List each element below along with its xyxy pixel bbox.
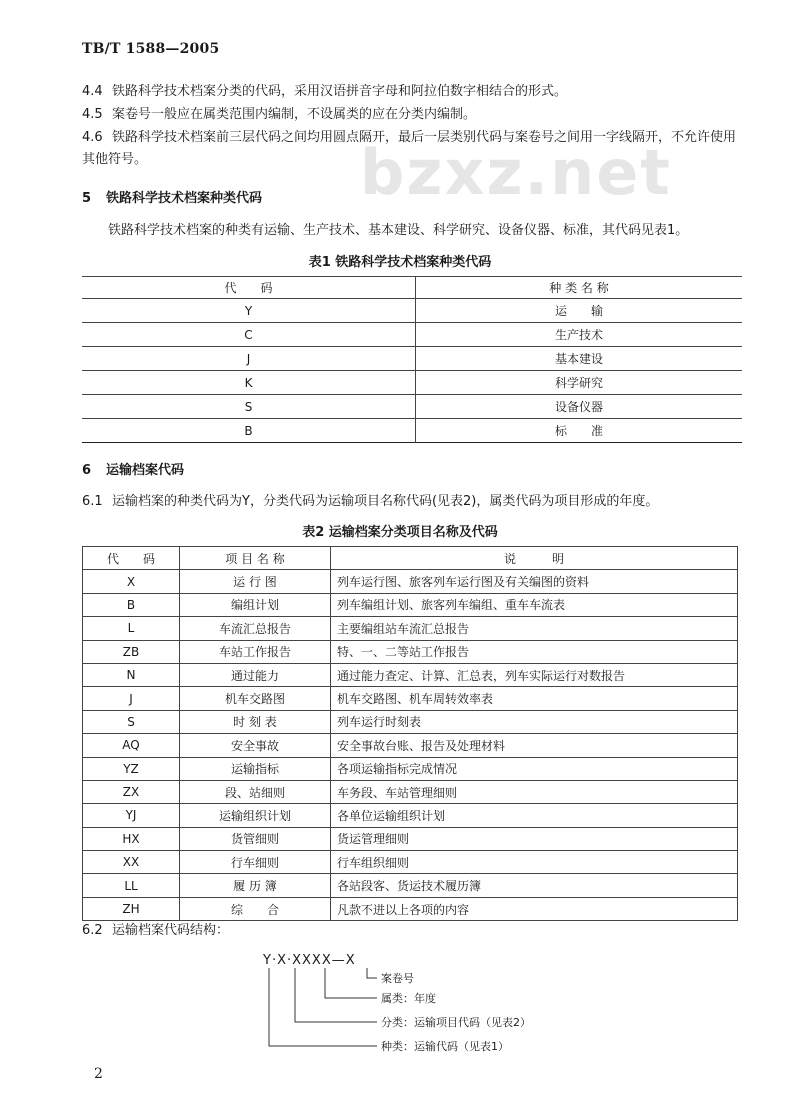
diagram-label-year: 属类：年度 <box>381 992 436 1005</box>
code-cell: X <box>83 570 180 593</box>
clause-number: 4.6 <box>82 130 103 145</box>
code-cell: HX <box>83 827 180 850</box>
item-name-cell: 通过能力 <box>180 663 331 686</box>
section-5-heading <box>82 187 262 206</box>
item-name-cell: 车流汇总报告 <box>180 617 331 640</box>
table-row <box>83 757 738 780</box>
watermark: bzxz.net <box>360 136 672 209</box>
column-header: 说 明 <box>331 547 738 570</box>
section-title: 运输档案代码 <box>106 463 185 478</box>
table-row <box>83 663 738 686</box>
item-name-cell: 履 历 簿 <box>180 874 331 897</box>
table-row <box>83 710 738 733</box>
clause-6-2 <box>82 920 742 942</box>
name-cell: 基本建设 <box>416 347 743 371</box>
section-number: 6 <box>82 463 92 478</box>
diagram-label-category: 分类：运输项目代码（见表2） <box>381 1016 531 1029</box>
column-header: 代 码 <box>83 547 180 570</box>
clause-text: 案卷号一般应在属类范围内编制，不设属类的应在分类内编制。 <box>112 107 477 122</box>
table-header-row <box>83 547 738 570</box>
column-header: 种 类 名 称 <box>416 277 743 299</box>
item-name-cell: 机车交路图 <box>180 687 331 710</box>
column-header: 代 码 <box>82 277 416 299</box>
name-cell: 设备仪器 <box>416 395 743 419</box>
code-cell: J <box>82 347 416 371</box>
description-cell: 车务段、车站管理细则 <box>331 780 738 803</box>
description-cell: 各项运输指标完成情况 <box>331 757 738 780</box>
description-cell: 列车运行时刻表 <box>331 710 738 733</box>
code-cell: ZB <box>83 640 180 663</box>
item-name-cell: 段、站细则 <box>180 780 331 803</box>
table-row <box>82 395 742 419</box>
diagram-label-type: 种类：运输代码（见表1） <box>381 1040 509 1053</box>
clause-4-6 <box>82 127 742 171</box>
clause-number: 6.1 <box>82 494 103 509</box>
name-cell: 运 输 <box>416 299 743 323</box>
table-row <box>83 804 738 827</box>
table-row <box>83 617 738 640</box>
clause-text: 铁路科学技术档案前三层代码之间均用圆点隔开，最后一层类别代码与案卷号之间用一字线隔开，不允许使用其他符号。 <box>82 130 737 167</box>
description-cell: 凡款不进以上各项的内容 <box>331 897 738 920</box>
code-cell: YJ <box>83 804 180 827</box>
table-row <box>83 734 738 757</box>
table-row <box>83 851 738 874</box>
table-row <box>82 299 742 323</box>
description-cell: 通过能力查定、计算、汇总表，列车实际运行对数报告 <box>331 663 738 686</box>
code-cell: N <box>83 663 180 686</box>
code-cell: S <box>83 710 180 733</box>
table-header-row <box>82 277 742 299</box>
code-cell: YZ <box>83 757 180 780</box>
code-cell: XX <box>83 851 180 874</box>
clause-6-1 <box>82 491 752 513</box>
table-row <box>83 827 738 850</box>
section-5-paragraph: 铁路科学技术档案的种类有运输、生产技术、基本建设、科学研究、设备仪器、标准，其代码见表1。 <box>108 223 689 238</box>
clause-4-4 <box>82 81 742 103</box>
description-cell: 机车交路图、机车周转效率表 <box>331 687 738 710</box>
table1-caption: 表1 铁路科学技术档案种类代码 <box>308 255 492 270</box>
clause-number: 4.5 <box>82 107 103 122</box>
table2-caption: 表2 运输档案分类项目名称及代码 <box>302 525 498 540</box>
code-cell: LL <box>83 874 180 897</box>
clause-4-5 <box>82 104 742 126</box>
table-row <box>83 780 738 803</box>
name-cell: 生产技术 <box>416 323 743 347</box>
clause-text: 运输档案的种类代码为Y，分类代码为运输项目名称代码(见表2)，属类代码为项目形成的年度。 <box>112 494 659 509</box>
standard-number-header: TB/T 1588—2005 <box>82 41 220 57</box>
description-cell: 列车运行图、旅客列车运行图及有关编图的资料 <box>331 570 738 593</box>
table-row <box>82 371 742 395</box>
table-row <box>83 593 738 616</box>
description-cell: 安全事故台账、报告及处理材料 <box>331 734 738 757</box>
code-pattern: Y·X·XXXX—X <box>263 953 356 968</box>
section-number: 5 <box>82 191 92 206</box>
table-row <box>82 419 742 443</box>
code-cell: K <box>82 371 416 395</box>
item-name-cell: 运输指标 <box>180 757 331 780</box>
item-name-cell: 时 刻 表 <box>180 710 331 733</box>
description-cell: 各站段客、货运技术履历簿 <box>331 874 738 897</box>
table-row <box>83 640 738 663</box>
column-header: 项 目 名 称 <box>180 547 331 570</box>
code-cell: ZX <box>83 780 180 803</box>
bracket-lines <box>269 968 377 1046</box>
code-cell: J <box>83 687 180 710</box>
item-name-cell: 安全事故 <box>180 734 331 757</box>
code-structure-diagram <box>255 948 585 1058</box>
section-title: 铁路科学技术档案种类代码 <box>106 191 263 206</box>
description-cell: 各单位运输组织计划 <box>331 804 738 827</box>
code-cell: Y <box>82 299 416 323</box>
description-cell: 主要编组站车流汇总报告 <box>331 617 738 640</box>
table1 <box>82 276 742 443</box>
page-number: 2 <box>94 1066 103 1082</box>
code-cell: S <box>82 395 416 419</box>
diagram-label-case-number: 案卷号 <box>381 972 414 985</box>
clause-text: 铁路科学技术档案分类的代码，采用汉语拼音字母和阿拉伯数字相结合的形式。 <box>112 84 568 99</box>
table2 <box>82 546 738 921</box>
item-name-cell: 货管细则 <box>180 827 331 850</box>
table-row <box>83 897 738 920</box>
clause-text: 运输档案代码结构： <box>112 923 230 938</box>
description-cell: 特、一、二等站工作报告 <box>331 640 738 663</box>
name-cell: 标 准 <box>416 419 743 443</box>
item-name-cell: 编组计划 <box>180 593 331 616</box>
item-name-cell: 行车细则 <box>180 851 331 874</box>
description-cell: 列车编组计划、旅客列车编组、重车车流表 <box>331 593 738 616</box>
item-name-cell: 车站工作报告 <box>180 640 331 663</box>
table-row <box>82 347 742 371</box>
code-cell: B <box>83 593 180 616</box>
table-row <box>82 323 742 347</box>
table-row <box>83 687 738 710</box>
section-6-heading <box>82 459 184 478</box>
clause-number: 6.2 <box>82 923 103 938</box>
table-row <box>83 570 738 593</box>
table-row <box>83 874 738 897</box>
code-cell: L <box>83 617 180 640</box>
code-cell: B <box>82 419 416 443</box>
item-name-cell: 运 行 图 <box>180 570 331 593</box>
item-name-cell: 综 合 <box>180 897 331 920</box>
name-cell: 科学研究 <box>416 371 743 395</box>
item-name-cell: 运输组织计划 <box>180 804 331 827</box>
code-cell: C <box>82 323 416 347</box>
code-cell: AQ <box>83 734 180 757</box>
description-cell: 行车组织细则 <box>331 851 738 874</box>
code-cell: ZH <box>83 897 180 920</box>
description-cell: 货运管理细则 <box>331 827 738 850</box>
clause-number: 4.4 <box>82 84 103 99</box>
